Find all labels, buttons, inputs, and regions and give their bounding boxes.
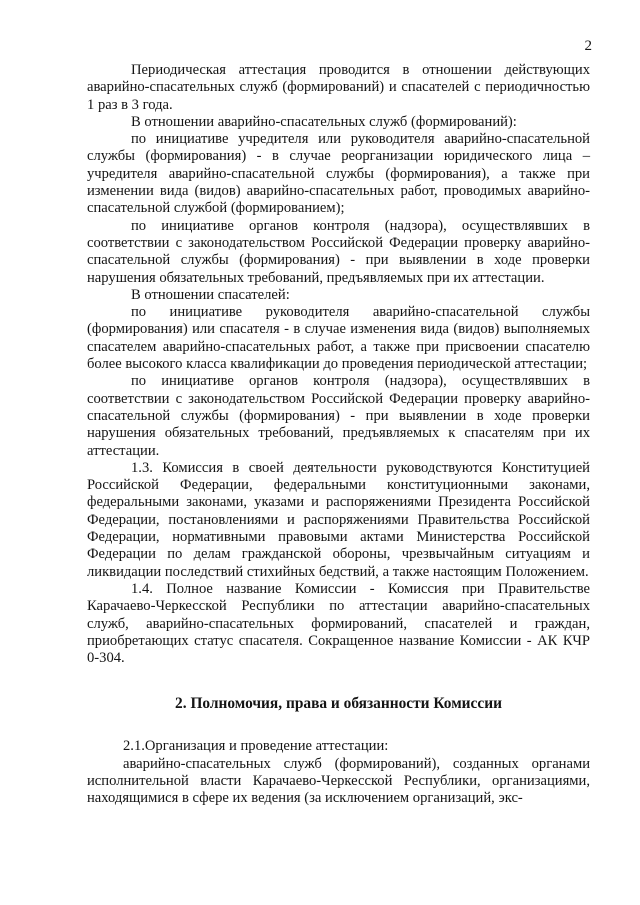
page-number: 2 xyxy=(584,38,592,54)
paragraph-founder-initiative: по инициативе учредителя или руководителя аварийно-спасательной службы (формирования) - в случае реорганизации юридического лица – учредителя аварийно-спасательной службы (формирования), а также при изменении вида (видов) аварийно-спасательных работ, проводимых аварийно-спасательной службой (формированием); xyxy=(87,131,590,217)
paragraph-2-1: 2.1.Организация и проведение аттестации: xyxy=(123,738,389,755)
paragraph-2-1-services: аварийно-спасательных служб (формирований), созданных органами исполнительной власти Карачаево-Черкесской Республики, организациями, находящимися в сфере их ведения (за исключением организаций, экс- xyxy=(87,755,590,807)
paragraph-1-4: 1.4. Полное название Комиссии - Комиссия при Правительстве Карачаево-Черкесской Республики по аттестации аварийно-спасательных служб, аварийно-спасательных формирований, спасателей и граждан, приобретающих статус спасателя. Сокращенное название Комиссии - АК КЧР 0-304. xyxy=(87,580,590,667)
paragraph-services-heading: В отношении аварийно-спасательных служб (формирований): xyxy=(131,113,517,130)
paragraph-head-initiative: по инициативе руководителя аварийно-спасательной службы (формирования) или спасателя - в случае изменения вида (видов) выполняемых спасателем аварийно-спасательных работ, а также при присвоении спасателю более высокого класса квалификации до проведения периодической аттестации; xyxy=(87,304,590,373)
section-2-heading: 2. Полномочия, права и обязанности Комиссии xyxy=(175,695,502,713)
paragraph-control-initiative-services: по инициативе органов контроля (надзора), осуществлявших в соответствии с законодательством Российской Федерации проверку аварийно-спасательной службы (формирования) - при выявлении в ходе проверки нарушения обязательных требований, предъявляемых при их аттестации. xyxy=(87,217,590,286)
paragraph-periodic-attestation: Периодическая аттестация проводится в отношении действующих аварийно-спасательных служб (формирований) и спасателей с периодичностью 1 раз в 3 года. xyxy=(87,62,590,113)
document-body xyxy=(87,62,590,808)
paragraph-rescuers-heading: В отношении спасателей: xyxy=(131,286,290,303)
paragraph-1-3: 1.3. Комиссия в своей деятельности руководствуются Конституцией Российской Федерации, федеральными конституционными законами, федеральными законами, указами и распоряжениями Президента Российской Федерации, постановлениями и распоряжениями Правительства Российской Федерации, нормативными правовыми актами Министерства Российской Федерации по делам гражданской обороны, чрезвычайным ситуациям и ликвидации последствий стихийных бедствий, а также настоящим Положением. xyxy=(87,459,590,580)
paragraph-control-initiative-rescuers: по инициативе органов контроля (надзора), осуществлявших в соответствии с законодательством Российской Федерации проверку аварийно-спасательной службы (формирования) - при выявлении в ходе проверки нарушения обязательных требований, предъявляемых к спасателям при их аттестации. xyxy=(87,373,590,459)
